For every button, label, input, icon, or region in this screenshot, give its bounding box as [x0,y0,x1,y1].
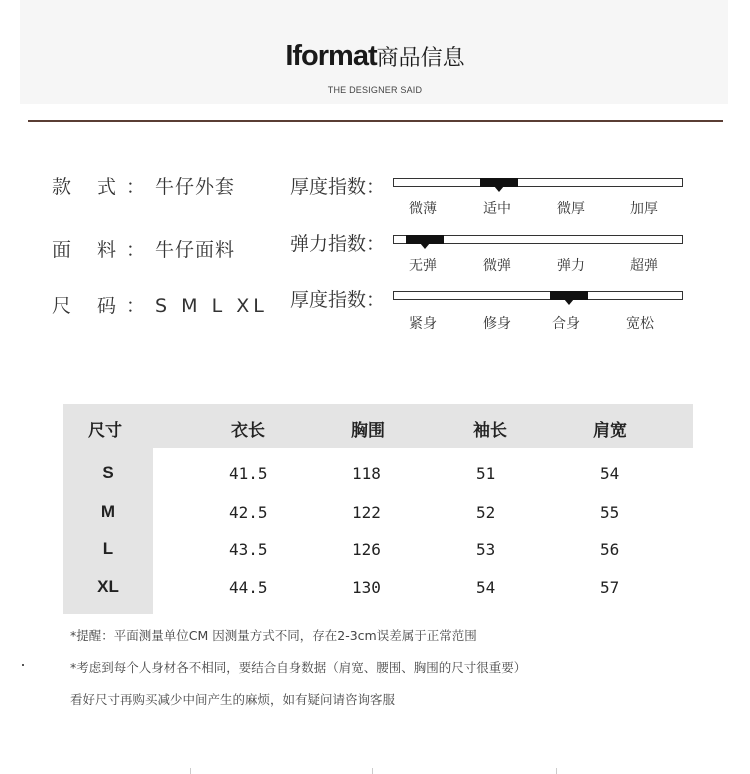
table-row-label: M [100,502,116,521]
table-cell: 53 [476,540,496,559]
size-table [63,404,693,614]
scale-label: 适中 [483,201,511,217]
title-text: 商品信息 [376,46,465,71]
attr-size [52,291,268,318]
table-cell: 44.5 [229,578,268,597]
scale-label: 宽松 [626,316,654,332]
service-note: 看好尺寸再购买减少中间产生的麻烦，如有疑问请咨询客服 [70,692,396,707]
scale-label: 紧身 [409,316,437,332]
table-cell: 52 [476,503,496,522]
attr-fabric [52,235,235,262]
table-header-shoulder: 肩宽 [593,421,627,441]
index-bar-thickness [393,178,683,187]
table-row-label: L [102,539,114,558]
scale-label: 微弹 [483,258,511,274]
index-bar-fit [393,291,683,300]
body-size-note: *考虑到每个人身材各不相同，要结合自身数据（肩宽、腰围、胸围的尺寸很重要） [70,660,527,675]
attr-value: S M L XL [155,295,268,317]
table-cell: 55 [600,503,620,522]
table-cell: 41.5 [229,464,268,483]
table-cell: 54 [476,578,496,597]
table-cell: 126 [352,540,381,559]
scale-label: 微厚 [557,201,585,217]
table-cell: 42.5 [229,503,268,522]
brand-name: Iformat [285,40,377,72]
scale-label: 修身 [483,316,511,332]
scale-label: 加厚 [630,201,658,217]
attr-label: 款 式： [52,176,156,198]
index-label-elasticity: 弹力指数： [290,233,386,255]
attr-style [52,172,235,199]
attr-label: 尺 码： [52,295,156,317]
table-cell: 56 [600,540,620,559]
table-row-label: S [102,463,114,482]
table-row-label: XL [97,577,119,596]
index-label-thickness: 厚度指数： [290,176,386,198]
attr-value: 牛仔外套 [155,176,236,198]
table-cell: 54 [600,464,620,483]
table-header-length: 衣长 [231,421,265,441]
table-cell: 122 [352,503,381,522]
index-marker [480,178,518,187]
table-header-size: 尺寸 [88,421,122,441]
stray-dot [22,664,24,666]
attr-value: 牛仔面料 [155,239,236,261]
table-header-sleeve: 袖长 [473,421,507,441]
header-divider [28,120,723,122]
scale-label: 无弹 [409,258,437,274]
scale-label: 微薄 [409,201,437,217]
page-subtitle: THE DESIGNER SAID [327,85,423,95]
attr-label: 面 料： [52,239,156,261]
table-cell: 51 [476,464,496,483]
table-cell: 118 [352,464,381,483]
index-marker [406,235,444,244]
measurement-note: *提醒：平面测量单位CM 因测量方式不同，存在2-3cm误差属于正常范围 [70,628,477,643]
index-bar-elasticity [393,235,683,244]
page-title [0,40,750,73]
divider-tick [556,768,557,774]
table-cell: 130 [352,578,381,597]
divider-tick [190,768,191,774]
index-label-fit: 厚度指数： [290,289,386,311]
table-cell: 57 [600,578,620,597]
index-marker [550,291,588,300]
scale-label: 超弹 [630,258,658,274]
divider-tick [372,768,373,774]
table-cell: 43.5 [229,540,268,559]
table-header-chest: 胸围 [351,421,385,441]
scale-label: 合身 [552,316,580,332]
scale-label: 弹力 [557,258,585,274]
